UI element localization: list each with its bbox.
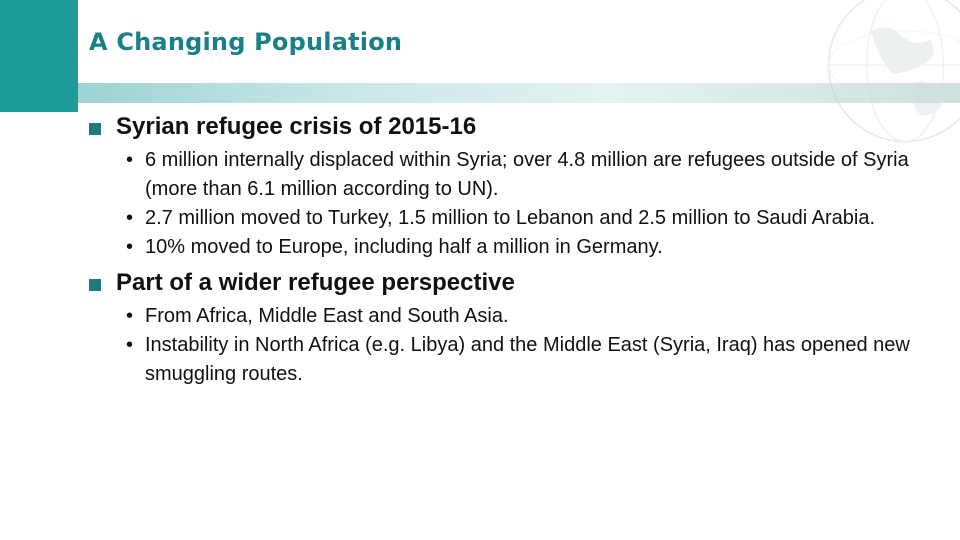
- slide-content: [88, 108, 948, 391]
- accent-bar: [0, 0, 78, 112]
- section-heading: [88, 264, 948, 302]
- bullet-dot-icon: •: [126, 149, 134, 171]
- square-bullet-icon: [89, 123, 101, 135]
- bullet-dot-icon: •: [126, 236, 134, 258]
- section-heading: [88, 108, 948, 146]
- bullet-text: 2.7 million moved to Turkey, 1.5 million to Lebanon and 2.5 million to Saudi Arabia.: [145, 207, 876, 229]
- bullet-list: [88, 146, 948, 262]
- bullet-text: From Africa, Middle East and South Asia.: [145, 305, 509, 327]
- bullet-list: [88, 302, 948, 389]
- bullet-text: Instability in North Africa (e.g. Libya) and the Middle East (Syria, Iraq) has opened new smuggling routes.: [145, 334, 910, 385]
- bullet-text: 6 million internally displaced within Syria; over 4.8 million are refugees outside of Syria (more than 6.1 million according to UN).: [145, 149, 909, 200]
- bullet-item: [88, 233, 948, 262]
- slide-title: A Changing Population: [89, 28, 403, 56]
- bullet-text: 10% moved to Europe, including half a million in Germany.: [145, 236, 663, 258]
- bullet-item: [88, 302, 948, 331]
- bullet-item: [88, 146, 948, 204]
- section-heading-text: Syrian refugee crisis of 2015-16: [116, 113, 477, 140]
- bullet-item: [88, 204, 948, 233]
- bullet-dot-icon: •: [126, 334, 134, 356]
- section: [88, 108, 948, 262]
- bullet-dot-icon: •: [126, 207, 134, 229]
- bullet-item: [88, 331, 948, 389]
- square-bullet-icon: [89, 279, 101, 291]
- section: [88, 264, 948, 389]
- bullet-dot-icon: •: [126, 305, 134, 327]
- section-list: [88, 108, 948, 389]
- section-heading-text: Part of a wider refugee perspective: [116, 269, 515, 296]
